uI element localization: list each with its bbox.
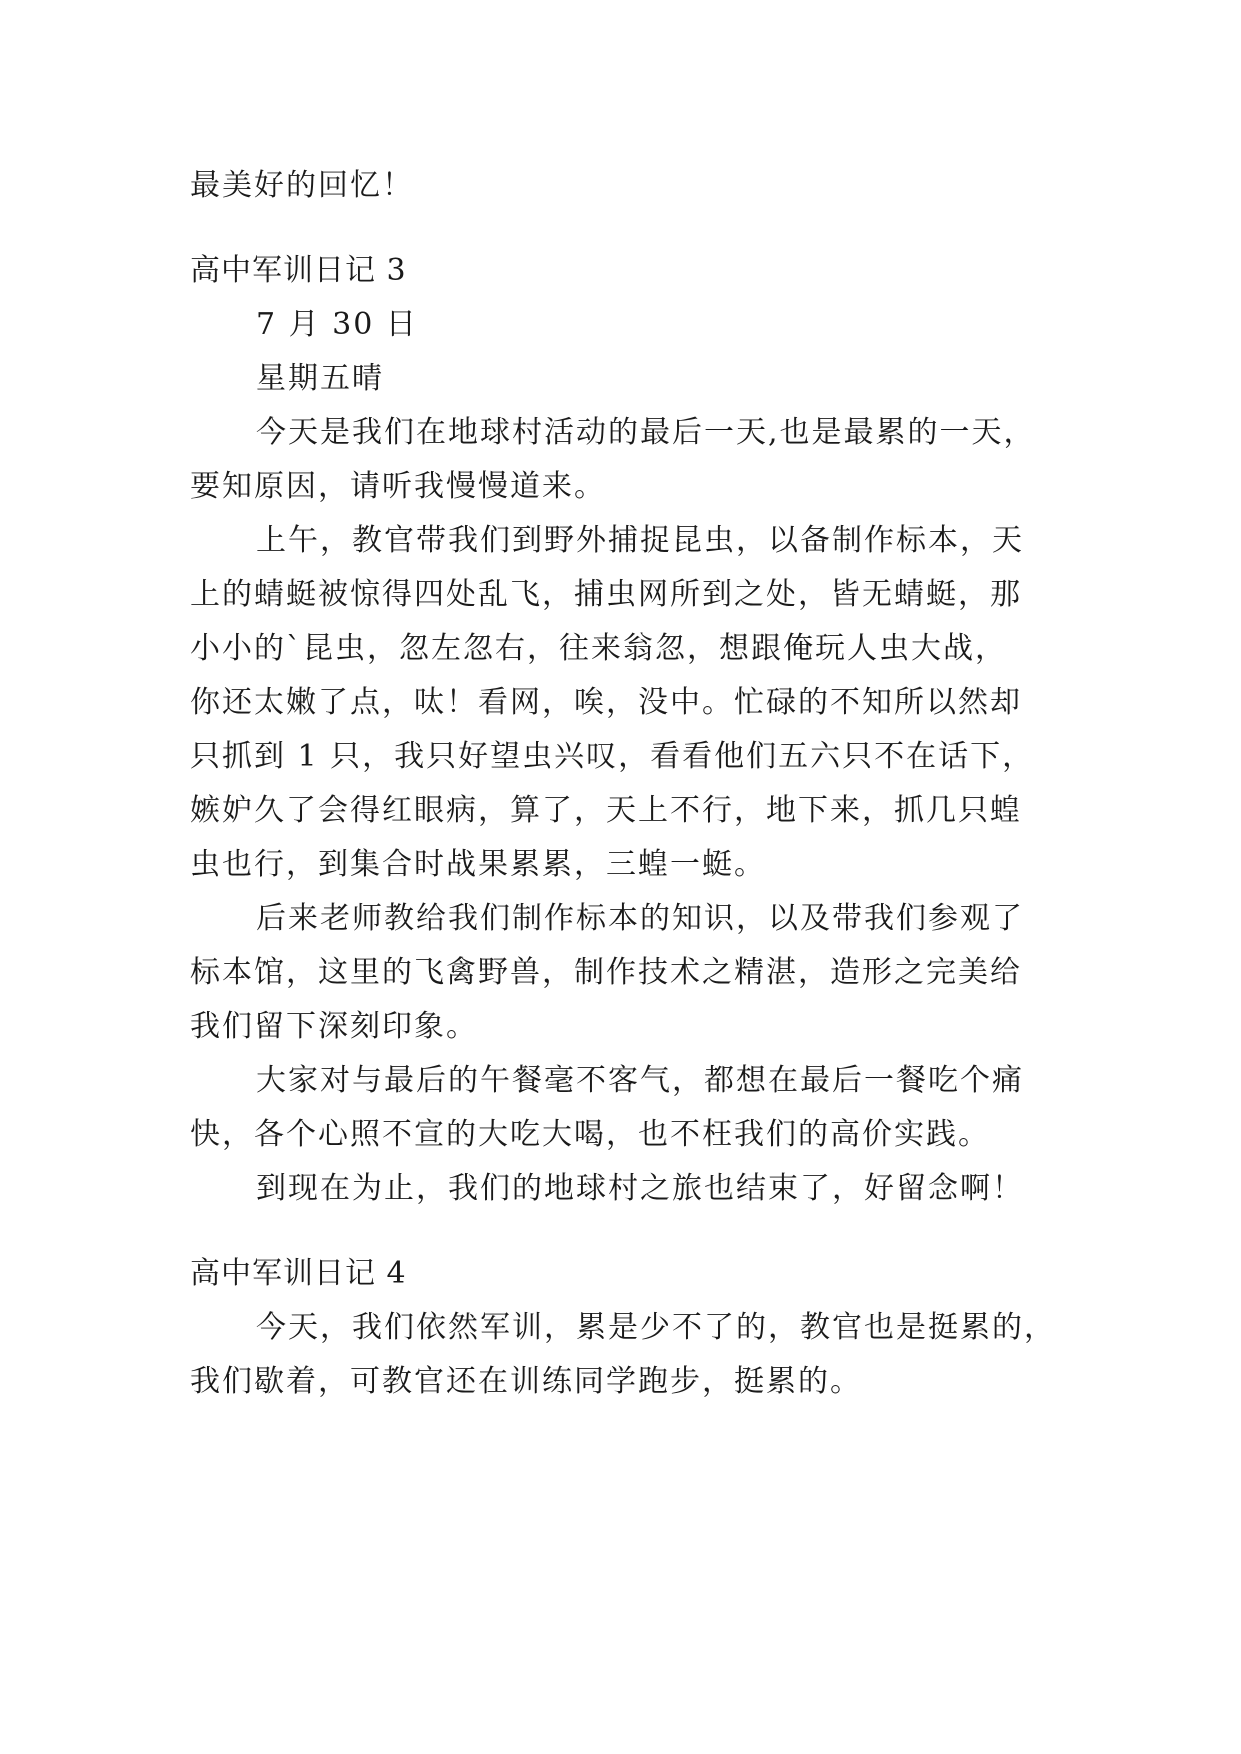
- paragraph-line: 要知原因，请听我慢慢道来。: [190, 469, 606, 504]
- paragraph-line: 今天，我们依然军训，累是少不了的，教官也是挺累的，: [256, 1310, 1056, 1345]
- paragraph-line: 到现在为止，我们的地球村之旅也结束了，好留念啊！: [256, 1171, 1024, 1206]
- paragraph-line: 我们留下深刻印象。: [190, 1009, 478, 1044]
- section-heading: 高中军训日记 3: [190, 253, 407, 288]
- paragraph-line: 虫也行，到集合时战果累累，三蝗一蜓。: [190, 847, 766, 882]
- paragraph-line: 大家对与最后的午餐毫不客气，都想在最后一餐吃个痛: [256, 1063, 1024, 1098]
- date-line: 7 月 30 日: [256, 307, 418, 342]
- paragraph-line: 快，各个心照不宣的大吃大喝，也不枉我们的高价实践。: [190, 1117, 990, 1152]
- paragraph-line: 标本馆，这里的飞禽野兽，制作技术之精湛，造形之完美给: [190, 955, 1022, 990]
- paragraph-line: 你还太嫩了点，呔！看网，唉，没中。忙碌的不知所以然却: [190, 685, 1022, 720]
- weekday-weather-line: 星期五晴: [256, 361, 384, 396]
- paragraph-line: 上的蜻蜓被惊得四处乱飞，捕虫网所到之处，皆无蜻蜓，那: [190, 577, 1022, 612]
- text-line: 最美好的回忆！: [190, 168, 414, 203]
- paragraph-line: 后来老师教给我们制作标本的知识，以及带我们参观了: [256, 901, 1024, 936]
- paragraph-line: 我们歇着，可教官还在训练同学跑步，挺累的。: [190, 1364, 862, 1399]
- paragraph-line: 嫉妒久了会得红眼病，算了，天上不行，地下来，抓几只蝗: [190, 793, 1022, 828]
- paragraph-line: 上午，教官带我们到野外捕捉昆虫，以备制作标本，天: [256, 523, 1024, 558]
- paragraph-line: 今天是我们在地球村活动的最后一天,也是最累的一天，: [256, 415, 1036, 450]
- paragraph-line: 只抓到 1 只，我只好望虫兴叹，看看他们五六只不在话下，: [190, 739, 1035, 774]
- section-heading: 高中军训日记 4: [190, 1256, 407, 1291]
- paragraph-line: 小小的`昆虫，忽左忽右，往来翁忽，想跟俺玩人虫大战，: [190, 631, 1007, 666]
